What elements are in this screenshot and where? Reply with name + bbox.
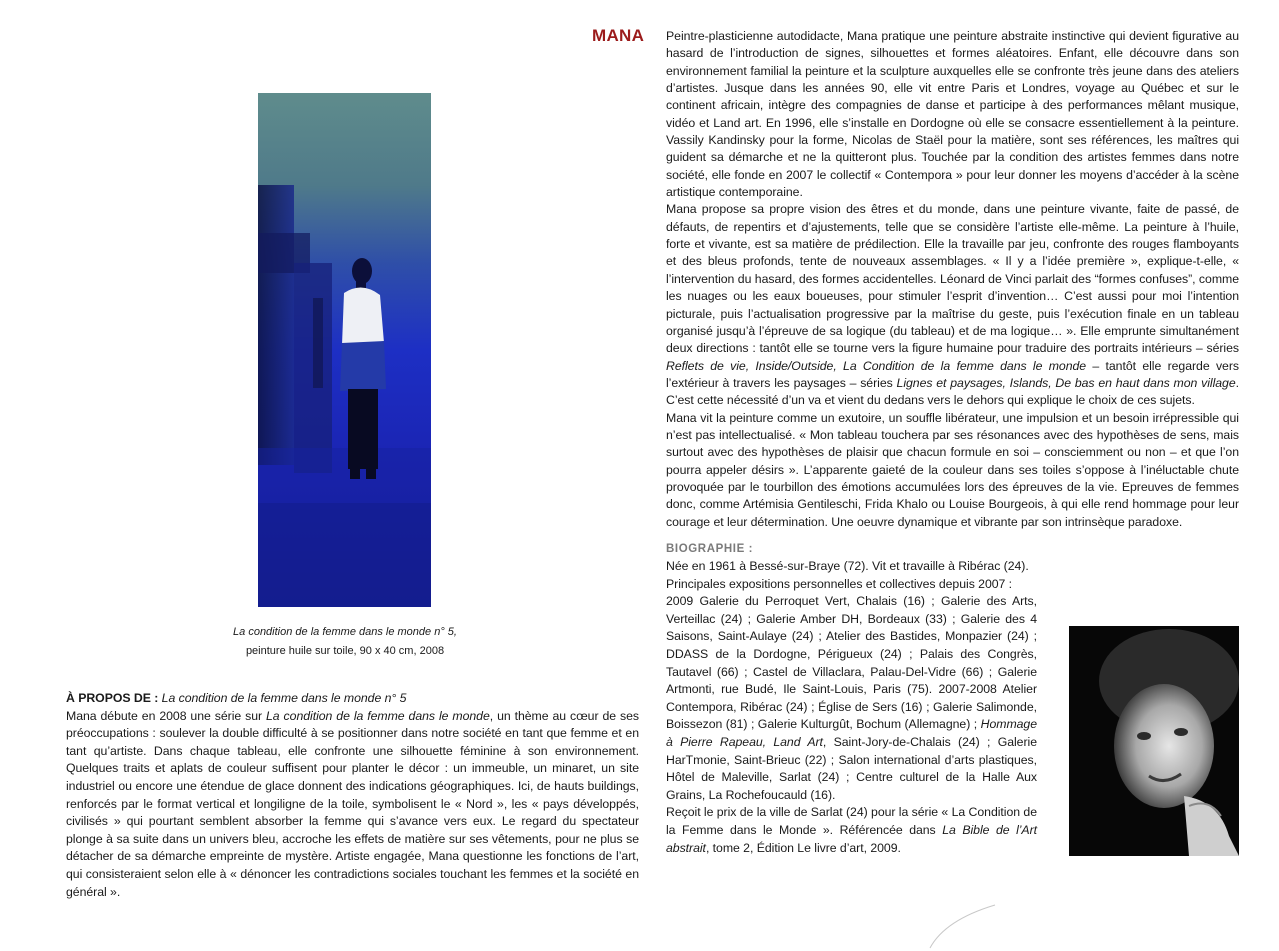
about-text: Mana débute en 2008 une série sur La condition de la femme dans le monde, un thème au cœur de ses préoccupations : soulever la double difficulté à se positionner dans notre société en tant que femme et en tant qu’artiste. Dans chaque tableau, elle confronte une silhouette féminine à son environnement. Quelques traits et aplats de couleur suffisent pour planter le décor : un immeuble, un minaret, un site industriel ou encore une étendue de glace donnent des indications géographiques. Ici, de hauts buildings, renforcés par le format vertical et longiligne de la toile, symbolisent le « Nord », les « pays développés, civilisés » qui pourtant semblent absorber la femme qui s’avance vers eux. Le regard du spectateur plonge à sa suite dans un univers bleu, accroche les effets de matière sur ses vêtements, pour ne plus se détacher de sa démarche empreinte de mystère. Artiste engagée, Mana questionne les fonctions de l’art, qui consisteraient selon elle à « dénoncer les contradictions sociales touchant les femmes et la société en général ». <box>66 708 639 899</box>
biography-text <box>666 558 1037 857</box>
bio-exhibitions: 2009 Galerie du Perroquet Vert, Chalais (16) ; Galerie des Arts, Verteillac (24) ; Galerie Amber DH, Bordeaux (33) ; Galerie des 4 Saisons, Saint-Aulaye (24) ; Atelier des Bastides, Monpazier (24) ; DDASS de la Dordogne, Périgueux (24) ; Palais des Congrès, Tautavel (66) ; Castel de Villaclara, Palau-Del-Vidre (66) ; Galerie Artmonti, rue Budé, Ile Saint-Louis, Paris (75). 2007-2008 Atelier Contempora, Ribérac (24) ; Église de Sers (16) ; Galerie Salimonde, Boissezon (81) ; Galerie Kulturgût, Bochum (Allemagne) ; Hommage à Pierre Rapeau, Land Art, Saint-Jory-de-Chalais (24) ; Galerie HarTmonie, Saint-Brieuc (22) ; Salon international d’arts plastiques, Hôtel de Maleville, Sarlat (24) ; Centre culturel de la Halle Aux Grains, La Rochefoucauld (16). <box>666 594 1037 802</box>
artist-intro <box>666 28 1239 531</box>
artwork-caption <box>200 623 490 661</box>
about-heading <box>66 690 639 708</box>
about-label: À PROPOS DE : <box>66 691 159 705</box>
biography-heading: BIOGRAPHIE : <box>666 543 754 555</box>
intro-paragraph: Peintre-plasticienne autodidacte, Mana pratique une peinture abstraite instinctive qui devient figurative au hasard de l’introduction de signes, silhouettes et formes aléatoires. Enfant, elle découvre dans son environnement familial la peinture et la sculpture auxquelles elle se confronte très jeune dans des ateliers d’artistes. Jusque dans les années 90, elle vit entre Paris et Londres, voyage au Québec et sur le continent africain, intègre des compagnies de danse et participe à des performances mêlant musique, vidéo et Land art. En 1996, elle s’installe en Dordogne où elle se consacre essentiellement à la peinture. Vassily Kandinsky pour la forme, Nicolas de Staël pour la matière, sont ses références, les maîtres qui guident sa démarche et ne la quitteront plus. Touchée par la condition des artistes femmes dans notre société, elle fonde en 2007 le collectif « Contempora » pour leur donner les moyens d’accéder à la scène artistique contemporaine. <box>666 29 1239 200</box>
bio-born: Née en 1961 à Bessé-sur-Braye (72). Vit et travaille à Ribérac (24). <box>666 559 1029 573</box>
portrait-illustration <box>1069 626 1239 856</box>
caption-medium: peinture huile sur toile, 90 x 40 cm, 2008 <box>245 645 445 657</box>
bio-expo-intro: Principales expositions personnelles et collectives depuis 2007 : <box>666 576 1013 591</box>
caption-title: La condition de la femme dans le monde n° 5, <box>233 626 457 638</box>
artwork-painting <box>258 93 431 607</box>
artist-portrait-photo <box>1069 626 1239 856</box>
about-title: La condition de la femme dans le monde n° 5 <box>161 691 407 705</box>
intro-paragraph: Mana vit la peinture comme un exutoire, un souffle libérateur, une impulsion et un besoin irrépressible qui n’est pas intellectualisé. « Mon tableau touchera par ses résonances avec des hypothèses de sens, mais surtout avec des hypothèses de plaisir que chacun formule en soi – consciemment ou non – et que l’on pourra appeler désirs ». L’apparente gaieté de la couleur dans ses toiles s’oppose à l’inéluctable chute provoquée par le tourbillon des émotions accumulées lors des épreuves de la vie. Epreuves de femmes donc, comme Artémisia Gentileschi, Frida Khalo ou Louise Bourgeois, à qui elle rend hommage pour leur courage et leur détermination. Une oeuvre dynamique et vibrante par son intrinsèque paradoxe. <box>666 410 1239 529</box>
about-section <box>66 690 639 901</box>
bio-prize: Reçoit le prix de la ville de Sarlat (24) pour la série « La Condition de la Femme dans le Monde ». Référencée dans La Bible de l’Art abstrait, tome 2, Édition Le livre d’art, 2009. <box>666 805 1037 855</box>
painting-illustration <box>258 93 431 607</box>
artist-name: MANA <box>592 26 645 45</box>
intro-paragraph: Mana propose sa propre vision des êtres et du monde, dans une peinture vivante, faite de passé, de défauts, de repentirs et d’ajustements, telle que se considère l’artiste elle-même. La peinture à l’huile, forte et vivante, est sa matière de prédilection. Elle la travaille par jeu, confronte des rouges flamboyants et des bleus profonds, tente de nouveaux assemblages. « Il y a l’idée première », explique-t-elle, « l’intervention du hasard, des formes accidentelles. Léonard de Vinci parlait des “formes confuses”, comme les nuages ou les eaux boueuses, pour stimuler l’esprit d’invention… C’est aussi pour moi l’intention picturale, puis l’actualisation progressive par la maîtrise du geste, puis l’exécution finale en un tableau organisé jusqu’à l’épreuve de sa logique (du tableau) et de ma logique… ». Elle emprunte simultanément deux directions : tantôt elle se tourne vers la figure humaine pour traduire des portraits intérieurs – séries Reflets de vie, Inside/Outside, La Condition de la femme dans le monde – tantôt elle regarde vers l’extérieur à travers les paysages – séries Lignes et paysages, Islands, De bas en haut dans mon village. C’est cette nécessité d’un va et vient du dedans vers le dehors qui explique le choix de ces sujets. <box>666 202 1239 408</box>
paper-scratch-mark <box>925 900 1005 950</box>
